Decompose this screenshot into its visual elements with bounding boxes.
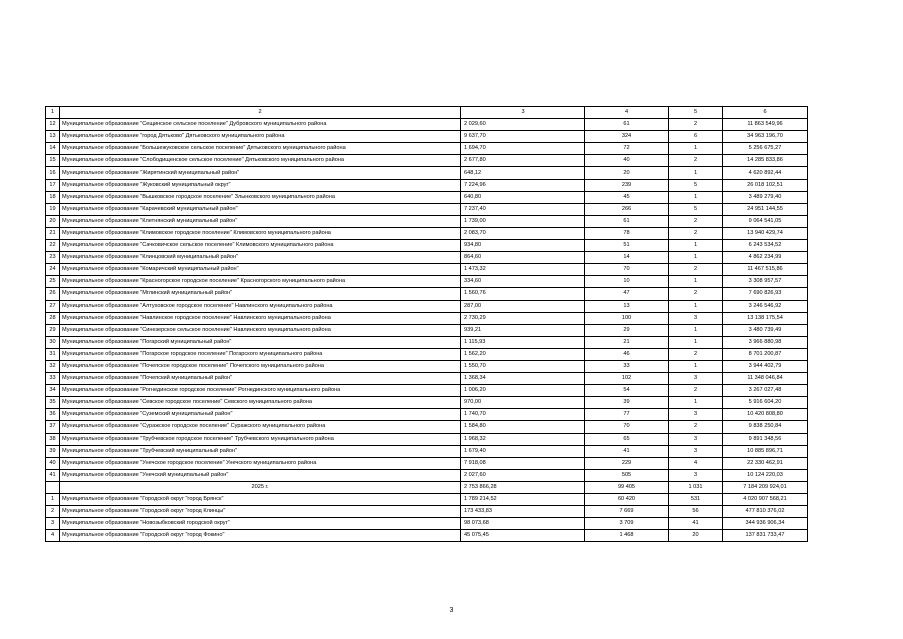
- table-cell-col-2: Муниципальное образование "Трубчевский муниципальный район": [60, 445, 461, 457]
- table-cell-col-6: 11 467 515,86: [723, 264, 808, 276]
- table-cell-col-1: 4: [46, 530, 60, 542]
- table-cell-col-4: 7 669: [585, 506, 669, 518]
- table-cell-col-2: Муниципальное образование "Новозыбковский городской округ": [60, 518, 461, 530]
- table-cell-col-3: 7 237,40: [461, 203, 585, 215]
- table-cell-col-2: Муниципальное образование "Красногорское городское поселение" Красногорского муниципального района: [60, 276, 461, 288]
- table-cell-col-5: 3: [669, 445, 723, 457]
- table-row: [46, 203, 808, 215]
- table-cell-col-3: 173 433,83: [461, 506, 585, 518]
- table-row: [46, 300, 808, 312]
- table-cell-col-2: Муниципальное образование "Комаричский муниципальный район": [60, 264, 461, 276]
- table-cell-col-1: 13: [46, 131, 60, 143]
- table-cell-col-6: 24 951 144,55: [723, 203, 808, 215]
- table-cell-col-6: 26 018 102,51: [723, 179, 808, 191]
- table-cell-col-3: 1 789 214,52: [461, 494, 585, 506]
- table-cell-col-2: Муниципальное образование "Вышковское городское поселение" Злынковского муниципального района: [60, 191, 461, 203]
- table-cell-col-1: 15: [46, 155, 60, 167]
- table-cell-col-2: 2: [60, 107, 461, 119]
- table-cell-col-6: 34 963 196,70: [723, 131, 808, 143]
- table-cell-col-3: 1 740,70: [461, 409, 585, 421]
- table-row: [46, 167, 808, 179]
- table-cell-col-5: 1: [669, 167, 723, 179]
- table-cell-col-1: 25: [46, 276, 60, 288]
- table-cell-col-4: 41: [585, 445, 669, 457]
- table-cell-col-5: 1: [669, 252, 723, 264]
- table-cell-col-5: 531: [669, 494, 723, 506]
- table-cell-col-4: 77: [585, 409, 669, 421]
- table-cell-col-5: 1 031: [669, 481, 723, 493]
- table-cell-col-3: 9 637,70: [461, 131, 585, 143]
- table-cell-col-3: 98 073,68: [461, 518, 585, 530]
- table-cell-col-4: 29: [585, 324, 669, 336]
- table-cell-col-1: 22: [46, 240, 60, 252]
- table-cell-col-1: 32: [46, 360, 60, 372]
- table-cell-col-6: 4 862 234,99: [723, 252, 808, 264]
- table-row: [46, 530, 808, 542]
- table-cell-col-1: 39: [46, 445, 60, 457]
- table-cell-col-4: 266: [585, 203, 669, 215]
- table-cell-col-2: Муниципальное образование "Клетнянский муниципальный район": [60, 215, 461, 227]
- table-row: [46, 469, 808, 481]
- table-cell-col-6: 5 916 604,20: [723, 397, 808, 409]
- table-cell-col-6: 3 480 739,49: [723, 324, 808, 336]
- table-cell-col-5: 3: [669, 312, 723, 324]
- table-row: [46, 215, 808, 227]
- table-cell-col-2: Муниципальное образование "Навлинское городское поселение" Навлинского муниципального района: [60, 312, 461, 324]
- table-row: [46, 373, 808, 385]
- table-cell-col-5: 5: [669, 203, 723, 215]
- table-cell-col-3: 3: [461, 107, 585, 119]
- table-cell-col-2: Муниципальное образование "Жуковский муниципальный округ": [60, 179, 461, 191]
- table-cell-col-1: 2: [46, 506, 60, 518]
- table-row: [46, 119, 808, 131]
- table-cell-col-4: 40: [585, 155, 669, 167]
- table-cell-col-3: 287,00: [461, 300, 585, 312]
- table-cell-col-4: 39: [585, 397, 669, 409]
- table-cell-col-3: 334,60: [461, 276, 585, 288]
- table-cell-col-4: 61: [585, 215, 669, 227]
- table-cell-col-5: 3: [669, 409, 723, 421]
- table-cell-col-6: 3 246 546,92: [723, 300, 808, 312]
- table-cell-col-3: 2 027,60: [461, 469, 585, 481]
- table-row: [46, 445, 808, 457]
- table-cell-col-6: 11 348 046,84: [723, 373, 808, 385]
- table-cell-col-6: 9 064 541,05: [723, 215, 808, 227]
- table-cell-col-2: Муниципальное образование "Климовское городское поселение" Климовского муниципального района: [60, 227, 461, 239]
- table-cell-col-1: 37: [46, 421, 60, 433]
- table-cell-col-3: 640,80: [461, 191, 585, 203]
- table-row: [46, 143, 808, 155]
- table-cell-col-2: Муниципальное образование "Почепский муниципальный район": [60, 373, 461, 385]
- table-cell-col-4: 46: [585, 348, 669, 360]
- table-cell-col-5: 2: [669, 288, 723, 300]
- table-cell-col-4: 61: [585, 119, 669, 131]
- table-cell-col-2: Муниципальное образование "Рогнединское городское поселение" Рогнединского муниципального района: [60, 385, 461, 397]
- table-cell-col-2: 2025 г.: [60, 481, 461, 493]
- table-cell-col-4: 239: [585, 179, 669, 191]
- table-cell-col-6: 6: [723, 107, 808, 119]
- table-row: [46, 506, 808, 518]
- table-cell-col-4: 33: [585, 360, 669, 372]
- table-cell-col-5: 2: [669, 215, 723, 227]
- table-cell-col-6: 137 831 733,47: [723, 530, 808, 542]
- table-cell-col-4: 60 420: [585, 494, 669, 506]
- table-cell-col-2: Муниципальное образование "Слободищенское сельское поселение" Дятьковского муниципального района: [60, 155, 461, 167]
- table-cell-col-2: Муниципальное образование "Суражское городское поселение" Суражского муниципального района: [60, 421, 461, 433]
- table-cell-col-5: 4: [669, 457, 723, 469]
- table-cell-col-5: 20: [669, 530, 723, 542]
- table-cell-col-1: 24: [46, 264, 60, 276]
- table-cell-col-5: 2: [669, 264, 723, 276]
- table-cell-col-3: 1 473,32: [461, 264, 585, 276]
- table-row: [46, 360, 808, 372]
- table-row: [46, 312, 808, 324]
- table-cell-col-2: Муниципальное образование "Карачевский муниципальный район": [60, 203, 461, 215]
- table-cell-col-4: 102: [585, 373, 669, 385]
- table-cell-col-4: 72: [585, 143, 669, 155]
- table-cell-col-3: 1 679,40: [461, 445, 585, 457]
- table-cell-col-1: 27: [46, 300, 60, 312]
- table-cell-col-6: 10 420 808,80: [723, 409, 808, 421]
- table-cell-col-3: 1 694,70: [461, 143, 585, 155]
- table-row: [46, 494, 808, 506]
- table-cell-col-4: 3 709: [585, 518, 669, 530]
- table-cell-col-1: 29: [46, 324, 60, 336]
- table-cell-col-5: 3: [669, 373, 723, 385]
- table-cell-col-4: 100: [585, 312, 669, 324]
- table-cell-col-5: 1: [669, 240, 723, 252]
- table-cell-col-1: 17: [46, 179, 60, 191]
- table-cell-col-2: Муниципальное образование "Сачковичское сельское поселение" Климовского муниципального района: [60, 240, 461, 252]
- table-cell-col-5: 1: [669, 191, 723, 203]
- table-cell-col-2: Муниципальное образование "Почепское городское поселение" Почепского муниципального района: [60, 360, 461, 372]
- table-cell-col-3: 1 562,20: [461, 348, 585, 360]
- table-cell-col-6: 22 330 462,91: [723, 457, 808, 469]
- table-row: [46, 131, 808, 143]
- table-cell-col-3: 1 368,34: [461, 373, 585, 385]
- table-cell-col-6: 7 690 826,93: [723, 288, 808, 300]
- table-cell-col-5: 1: [669, 324, 723, 336]
- table-cell-col-4: 4: [585, 107, 669, 119]
- table-cell-col-3: 2 730,29: [461, 312, 585, 324]
- table-cell-col-1: 23: [46, 252, 60, 264]
- table-cell-col-5: 1: [669, 360, 723, 372]
- table-cell-col-6: 10 124 220,03: [723, 469, 808, 481]
- table-cell-col-5: 1: [669, 336, 723, 348]
- table-cell-col-2: Муниципальное образование "Синезерское сельское поселение" Навлинского муниципального района: [60, 324, 461, 336]
- page-number: 3: [449, 607, 454, 614]
- table-cell-col-5: 5: [669, 107, 723, 119]
- table-cell-col-5: 1: [669, 143, 723, 155]
- table-cell-col-1: 3: [46, 518, 60, 530]
- table-cell-col-6: 3 966 880,98: [723, 336, 808, 348]
- table-cell-col-2: Муниципальное образование "город Дятьково" Дятьковского муниципального района: [60, 131, 461, 143]
- table-cell-col-2: Муниципальное образование "Погарский муниципальный район": [60, 336, 461, 348]
- table-cell-col-6: 477 810 376,02: [723, 506, 808, 518]
- table-row: [46, 227, 808, 239]
- table-cell-col-2: Муниципальное образование "Большежуковское сельское поселение" Дятьковского муниципального района: [60, 143, 461, 155]
- table-row: [46, 191, 808, 203]
- table-row: [46, 409, 808, 421]
- table-row: [46, 179, 808, 191]
- table-cell-col-1: 34: [46, 385, 60, 397]
- table-cell-col-1: 16: [46, 167, 60, 179]
- table-row: [46, 433, 808, 445]
- table-cell-col-1: 33: [46, 373, 60, 385]
- table-cell-col-1: 36: [46, 409, 60, 421]
- table-cell-col-2: Муниципальное образование "Унечское городское поселение" Унечского муниципального района: [60, 457, 461, 469]
- table-cell-col-4: 13: [585, 300, 669, 312]
- table-cell-col-4: 324: [585, 131, 669, 143]
- table-body: [46, 107, 808, 542]
- table-cell-col-6: 7 184 209 924,01: [723, 481, 808, 493]
- table-row: [46, 397, 808, 409]
- table-cell-col-4: 1 468: [585, 530, 669, 542]
- table-cell-col-3: 7 224,96: [461, 179, 585, 191]
- table-cell-col-6: 14 285 833,86: [723, 155, 808, 167]
- table-cell-col-4: 45: [585, 191, 669, 203]
- table-cell-col-1: [46, 481, 60, 493]
- table-cell-col-5: 5: [669, 179, 723, 191]
- table-row: [46, 288, 808, 300]
- table-row: [46, 421, 808, 433]
- table-cell-col-6: 9 838 250,84: [723, 421, 808, 433]
- table-cell-col-3: 2 029,60: [461, 119, 585, 131]
- table-cell-col-5: 1: [669, 397, 723, 409]
- table-cell-col-3: 1 006,20: [461, 385, 585, 397]
- table-cell-col-5: 56: [669, 506, 723, 518]
- table-cell-col-5: 41: [669, 518, 723, 530]
- table-cell-col-5: 3: [669, 433, 723, 445]
- table-cell-col-3: 934,80: [461, 240, 585, 252]
- table-cell-col-6: 344 936 906,34: [723, 518, 808, 530]
- table-cell-col-3: 2 753 866,28: [461, 481, 585, 493]
- table-cell-col-2: Муниципальное образование "Городской округ "город Брянск": [60, 494, 461, 506]
- table-year-total-row: [46, 481, 808, 493]
- table-cell-col-6: 9 891 348,56: [723, 433, 808, 445]
- table-cell-col-4: 99 405: [585, 481, 669, 493]
- table-row: [46, 240, 808, 252]
- table-row: [46, 336, 808, 348]
- table-cell-col-6: 3 308 957,57: [723, 276, 808, 288]
- table-cell-col-6: 6 243 534,52: [723, 240, 808, 252]
- table-cell-col-5: 2: [669, 421, 723, 433]
- table-header-row: [46, 107, 808, 119]
- table-cell-col-4: 65: [585, 433, 669, 445]
- table-cell-col-4: 70: [585, 421, 669, 433]
- table-cell-col-3: 1 115,93: [461, 336, 585, 348]
- table-row: [46, 252, 808, 264]
- table-cell-col-5: 2: [669, 227, 723, 239]
- table-row: [46, 518, 808, 530]
- table-cell-col-1: 14: [46, 143, 60, 155]
- table-cell-col-2: Муниципальное образование "Унечский муниципальный район": [60, 469, 461, 481]
- table-cell-col-1: 38: [46, 433, 60, 445]
- table-cell-col-5: 6: [669, 131, 723, 143]
- table-cell-col-6: 4 020 907 568,21: [723, 494, 808, 506]
- table-cell-col-4: 505: [585, 469, 669, 481]
- table-cell-col-3: 1 560,76: [461, 288, 585, 300]
- table-cell-col-5: 2: [669, 385, 723, 397]
- table-cell-col-2: Муниципальное образование "Севское городское поселение" Севского муниципального района: [60, 397, 461, 409]
- table-cell-col-2: Муниципальное образование "Суземский муниципальный район": [60, 409, 461, 421]
- table-cell-col-1: 1: [46, 107, 60, 119]
- table-cell-col-1: 19: [46, 203, 60, 215]
- table-cell-col-2: Муниципальное образование "Погарское городское поселение" Погарского муниципального района: [60, 348, 461, 360]
- table-cell-col-6: 4 620 892,44: [723, 167, 808, 179]
- table-cell-col-4: 54: [585, 385, 669, 397]
- table-cell-col-1: 1: [46, 494, 60, 506]
- table-cell-col-1: 26: [46, 288, 60, 300]
- table-cell-col-5: 2: [669, 348, 723, 360]
- table-cell-col-2: Муниципальное образование "Клинцовский муниципальный район": [60, 252, 461, 264]
- table-row: [46, 385, 808, 397]
- table-row: [46, 276, 808, 288]
- table-cell-col-1: 30: [46, 336, 60, 348]
- table-row: [46, 324, 808, 336]
- table-cell-col-6: 11 863 549,96: [723, 119, 808, 131]
- table-cell-col-5: 2: [669, 155, 723, 167]
- table-row: [46, 264, 808, 276]
- table-cell-col-4: 229: [585, 457, 669, 469]
- table-cell-col-3: 970,00: [461, 397, 585, 409]
- table-cell-col-1: 18: [46, 191, 60, 203]
- table-cell-col-2: Муниципальное образование "Жирятинский муниципальный район": [60, 167, 461, 179]
- table-cell-col-6: 10 885 896,71: [723, 445, 808, 457]
- table-cell-col-3: 1 739,00: [461, 215, 585, 227]
- table-cell-col-3: 648,12: [461, 167, 585, 179]
- table-cell-col-5: 1: [669, 276, 723, 288]
- table-cell-col-4: 10: [585, 276, 669, 288]
- table-cell-col-4: 51: [585, 240, 669, 252]
- table-cell-col-1: 31: [46, 348, 60, 360]
- table-cell-col-6: 13 940 429,74: [723, 227, 808, 239]
- table-cell-col-4: 14: [585, 252, 669, 264]
- table-cell-col-6: 3 489 279,40: [723, 191, 808, 203]
- table-cell-col-1: 21: [46, 227, 60, 239]
- table-cell-col-1: 28: [46, 312, 60, 324]
- table-cell-col-3: 2 677,80: [461, 155, 585, 167]
- table-cell-col-6: 13 138 175,54: [723, 312, 808, 324]
- table-cell-col-5: 3: [669, 469, 723, 481]
- table-row: [46, 155, 808, 167]
- table-cell-col-4: 47: [585, 288, 669, 300]
- table-cell-col-6: 3 267 027,48: [723, 385, 808, 397]
- table-cell-col-6: 8 701 200,87: [723, 348, 808, 360]
- table-cell-col-3: 939,21: [461, 324, 585, 336]
- table-cell-col-3: 1 550,70: [461, 360, 585, 372]
- table-cell-col-1: 35: [46, 397, 60, 409]
- table-cell-col-2: Муниципальное образование "Алтуховское городское поселение" Навлинского муниципального района: [60, 300, 461, 312]
- table-cell-col-2: Муниципальное образование "Городской округ "город Клинцы": [60, 506, 461, 518]
- table-cell-col-4: 78: [585, 227, 669, 239]
- table-cell-col-4: 21: [585, 336, 669, 348]
- table-cell-col-2: Муниципальное образование "Сещинское сельское поселение" Дубровского муниципального района: [60, 119, 461, 131]
- table-cell-col-3: 2 083,70: [461, 227, 585, 239]
- table-row: [46, 348, 808, 360]
- table-row: [46, 457, 808, 469]
- table-cell-col-4: 20: [585, 167, 669, 179]
- table-cell-col-6: 5 256 675,27: [723, 143, 808, 155]
- table-cell-col-1: 40: [46, 457, 60, 469]
- table-cell-col-3: 864,60: [461, 252, 585, 264]
- table-cell-col-3: 1 584,80: [461, 421, 585, 433]
- table-cell-col-2: Муниципальное образование "Городской округ "город Фокино": [60, 530, 461, 542]
- table-cell-col-1: 12: [46, 119, 60, 131]
- table-cell-col-3: 7 918,08: [461, 457, 585, 469]
- table-cell-col-3: 1 968,32: [461, 433, 585, 445]
- table-cell-col-3: 45 075,45: [461, 530, 585, 542]
- table-cell-col-2: Муниципальное образование "Трубчевское городское поселение" Трубчевского муниципального района: [60, 433, 461, 445]
- table-cell-col-1: 41: [46, 469, 60, 481]
- table-cell-col-4: 70: [585, 264, 669, 276]
- table-cell-col-5: 1: [669, 300, 723, 312]
- data-table: [45, 106, 808, 542]
- table-cell-col-6: 3 944 402,79: [723, 360, 808, 372]
- table-cell-col-2: Муниципальное образование "Мглинский муниципальный район": [60, 288, 461, 300]
- table-cell-col-5: 2: [669, 119, 723, 131]
- table-cell-col-1: 20: [46, 215, 60, 227]
